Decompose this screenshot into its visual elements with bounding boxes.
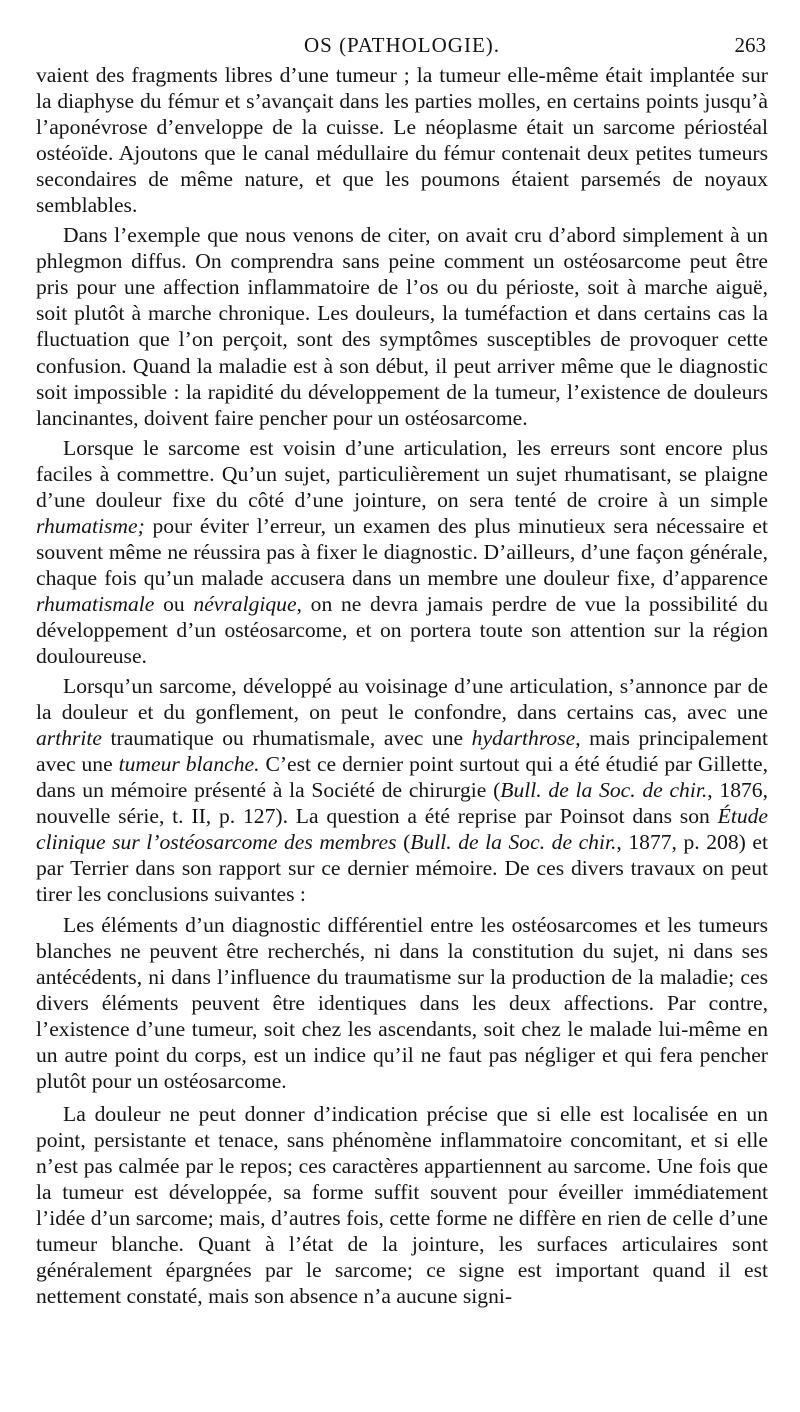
italic-text-segment: Bull. de la Soc. de chir.: [500, 778, 708, 803]
running-title: OS (PATHOLOGIE).: [303, 33, 501, 57]
text-segment: traumatique ou rhumatismale, avec une: [101, 726, 472, 751]
text-segment: (: [396, 830, 411, 855]
text-segment: pour éviter l’erreur, un examen des plus minutieux sera nécessaire et souvent même ne réussira pas à fixer le diagnostic. D’ailleurs, d’une façon générale, chaque fois qu’un malade accusera dans un membre une douleur fixe, d’apparence: [36, 513, 768, 590]
page-number: 263: [734, 33, 766, 57]
paragraph-5: [36, 912, 768, 1094]
paragraph-3: [36, 435, 768, 669]
italic-text-segment: rhumatisme;: [36, 513, 145, 538]
text-body: [36, 62, 768, 1309]
running-header: [36, 28, 768, 62]
paragraph-2: [36, 222, 768, 430]
text-segment: Dans l’exemple que nous venons de citer, on avait cru d’abord simplement à un phlegmon diffus. On comprendra sans peine comment un ostéosarcome peut être pris pour une affection inflammatoire de l’os ou du périoste, soit à marche aiguë, soit plutôt à marche chronique. Les douleurs, la tuméfaction et dans certains cas la fluctuation que l’on perçoit, sont des symptômes susceptibles de provoquer cette confusion. Quand la maladie est à son début, il peut arriver même que le diagnostic soit impossible : la rapidité du développement de la tumeur, l’existence de douleurs lancinantes, doivent faire pencher pour un ostéosarcome.: [36, 223, 768, 430]
italic-text-segment: Bull. de la Soc. de chir.: [410, 830, 617, 855]
text-segment: Les éléments d’un diagnostic différentiel entre les ostéosarcomes et les tumeurs blanches ne peuvent être recherchés, ni dans la constitution du sujet, ni dans ses antécédents, ni dans l’influence du traumatisme sur la production de la maladie; ces divers éléments peuvent être identiques dans les deux affections. Par contre, l’existence d’une tumeur, soit chez les ascendants, soit chez le malade lui-même en un autre point du corps, est un indice qu’il ne faut pas négliger et qui fera pencher plutôt pour un ostéosarcome.: [36, 912, 768, 1093]
text-segment: , 1876, nouvelle série, t. II, p. 127). La question a été reprise par Poinsot dans son: [36, 778, 768, 829]
italic-text-segment: rhumatismale: [36, 591, 155, 616]
text-segment: , on ne devra jamais perdre de vue la possibilité du développement d’un ostéosarcome, et on portera toute son attention sur la région douloureuse.: [36, 591, 768, 669]
text-segment: C’est ce dernier point surtout qui a été étudié par Gillette, dans un mémoire présenté à la Société de chirurgie (: [36, 752, 768, 803]
italic-text-segment: tumeur blanche.: [118, 752, 260, 777]
paragraph-1: [36, 62, 768, 218]
text-segment: La douleur ne peut donner d’indication précise que si elle est localisée en un point, persistante et tenace, sans phénomène inflammatoire concomitant, et si elle n’est pas calmée par le repos; ces caractères appartiennent au sarcome. Une fois que la tumeur est développée, sa forme suffit souvent pour éveiller immédiatement l’idée d’un sarcome; mais, d’autres fois, cette forme ne diffère en rien de celle d’une tumeur blanche. Quant à l’état de la jointure, les surfaces articulaires sont généralement épargnées par le sarcome; ce signe est important quand il est nettement constaté, mais son absence n’a aucune signi-: [36, 1101, 768, 1309]
text-segment: ou: [154, 591, 194, 616]
text-segment: Lorsqu’un sarcome, développé au voisinage d’une articulation, s’annonce par de la douleur et du gonflement, on peut le confondre, dans certains cas, avec une: [36, 674, 768, 725]
italic-text-segment: arthrite: [36, 726, 102, 751]
text-segment: , 1877, p. 208) et par Terrier dans son rapport sur ce dernier mémoire. De ces divers travaux on peut tirer les conclusions suivantes :: [36, 830, 768, 907]
text-segment: Lorsque le sarcome est voisin d’une articulation, les erreurs sont encore plus faciles à commettre. Qu’un sujet, particulièrement un sujet rhumatisant, se plaigne d’une douleur fixe du côté d’une jointure, on sera tenté de croire à un simple: [36, 435, 768, 512]
text-segment: , mais principalement avec une: [36, 726, 768, 777]
paragraph-6: [36, 1101, 768, 1309]
text-segment: vaient des fragments libres d’une tumeur ; la tumeur elle-même était implantée sur la diaphyse du fémur et s’avançait dans les parties molles, en certains points jusqu’à l’aponévrose d’enveloppe de la cuisse. Le néoplasme était un sarcome périostéal ostéoïde. Ajoutons que le canal médullaire du fémur contenait deux petites tumeurs secondaires de même nature, et que les poumons étaient parsemés de noyaux semblables.: [36, 63, 768, 218]
italic-text-segment: névralgique: [193, 591, 297, 616]
paragraph-4: [36, 673, 768, 907]
italic-text-segment: hydarthrose: [471, 726, 576, 751]
italic-text-segment: Étude clinique sur l’ostéosarcome des membres: [36, 804, 768, 855]
